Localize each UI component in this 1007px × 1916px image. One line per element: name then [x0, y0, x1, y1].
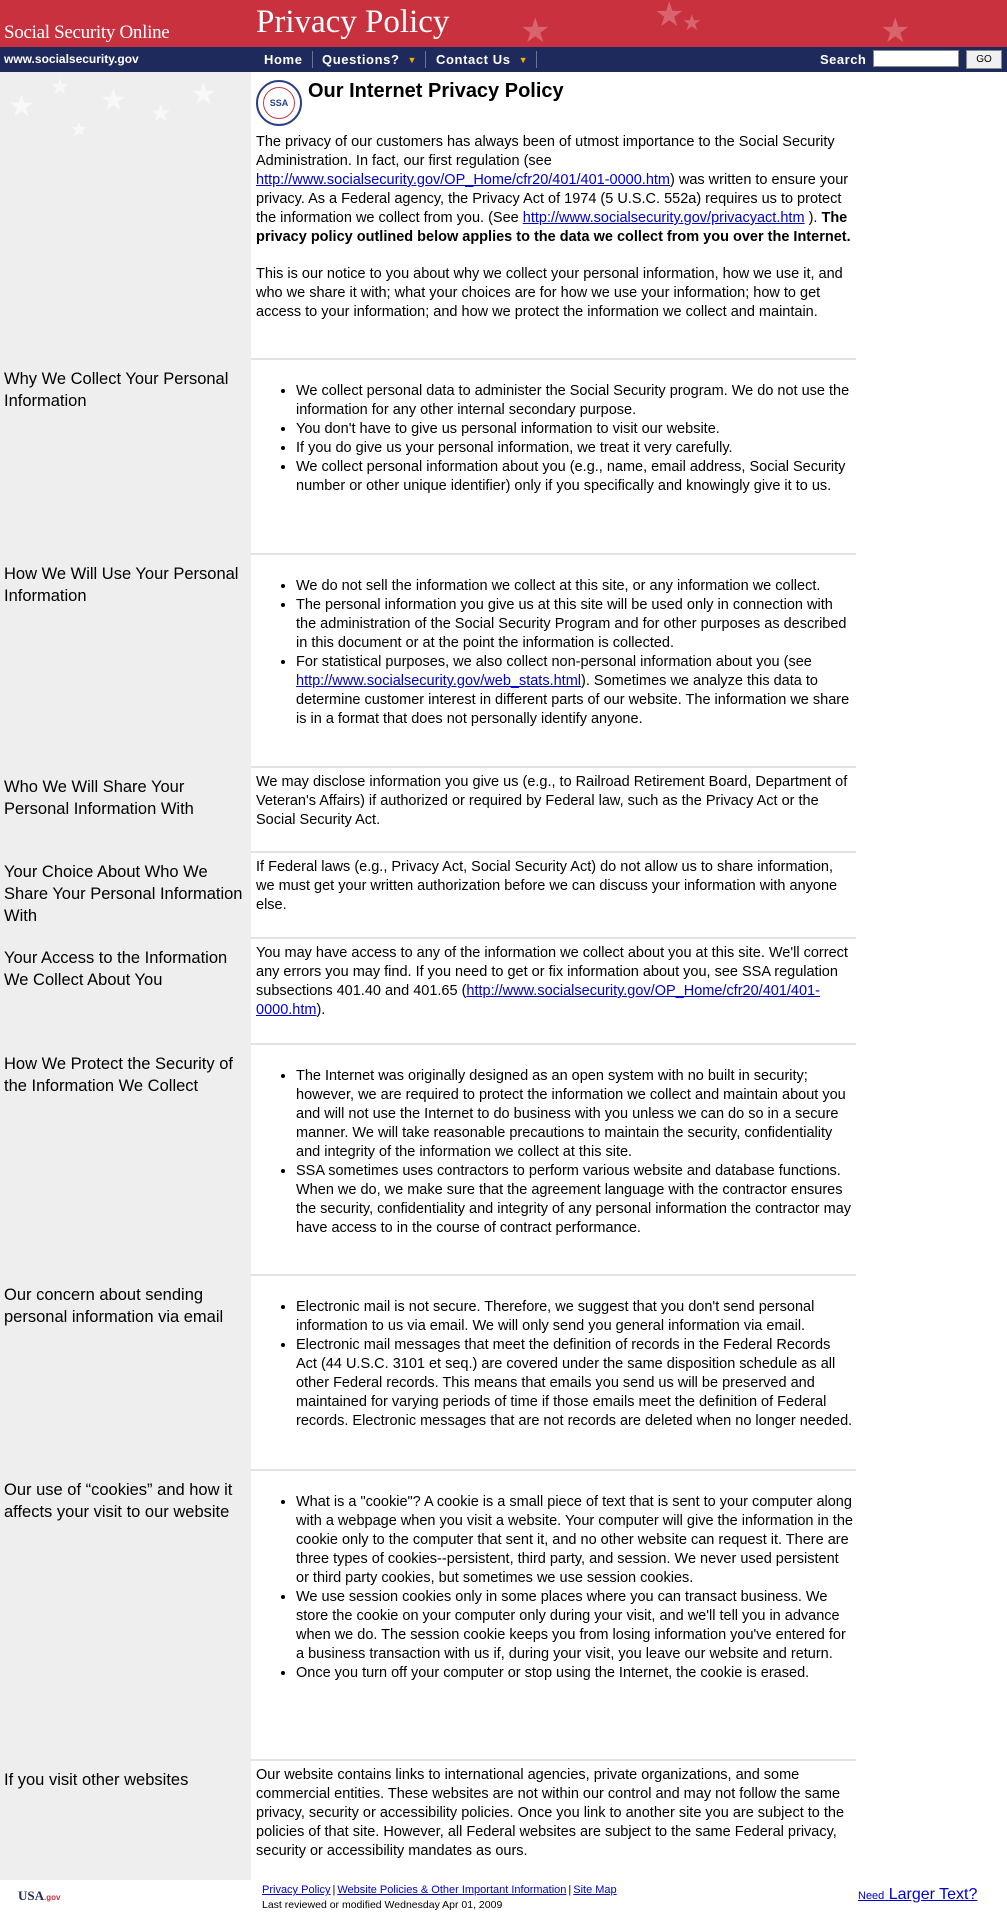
- nav-divider: [312, 51, 313, 68]
- section-content: [256, 1067, 854, 1238]
- nav-contact-menu[interactable]: [436, 47, 528, 72]
- list-item: • If you do give us your personal information, we treat it very carefully.: [296, 439, 854, 458]
- footer-link-site-map[interactable]: Site Map: [573, 1884, 617, 1896]
- star-icon: ★: [190, 78, 217, 111]
- section-cookies: [0, 1471, 856, 1759]
- section-who-share: [0, 768, 856, 851]
- section-label: Your Access to the Information We Collect About You: [4, 949, 228, 989]
- nav-questions-label: Questions?: [322, 52, 400, 67]
- nav-divider: [425, 51, 426, 68]
- banner: [0, 0, 1007, 47]
- section-label: Why We Collect Your Personal Information: [4, 370, 229, 410]
- nav-divider: [536, 51, 537, 68]
- policy-heading: Our Internet Privacy Policy: [308, 80, 564, 102]
- star-icon: ★: [100, 84, 127, 117]
- list-item: • What is a "cookie"? A cookie is a small piece of text that is sent to your computer along with a webpage when you visit a website. Your computer will give the information in the cookie only to the computer that sent it, and no other website can request it. There are three types of cookies--persistent, third party, and session. We never used persistent or third party cookies, but sometimes we use session cookies.: [296, 1493, 854, 1588]
- regulation-link[interactable]: http://www.socialsecurity.gov/OP_Home/cfr20/401/401-0000.htm: [256, 172, 670, 188]
- section-label: How We Protect the Security of the Information We Collect: [4, 1055, 233, 1095]
- section-label: How We Will Use Your Personal Information: [4, 565, 239, 605]
- nav-questions-menu[interactable]: [322, 47, 417, 72]
- search-input[interactable]: [873, 50, 959, 67]
- notice-paragraph: This is our notice to you about why we collect your personal information, how we use it, and who we share it with; what your choices are for how we use your information; how to get access to your information; and how we protect the information we collect and maintain.: [256, 266, 843, 320]
- banner-star-icon: ★: [654, 0, 685, 34]
- larger-text-link[interactable]: Need Larger Text?: [858, 1886, 978, 1903]
- site-name-logo[interactable]: Social Security Online: [4, 22, 170, 43]
- section-other-websites: [0, 1761, 856, 1880]
- decorative-stars: [0, 72, 251, 162]
- nav-home[interactable]: [264, 47, 303, 72]
- last-reviewed-text: Last reviewed or modified Wednesday Apr 01, 2009: [262, 1899, 503, 1911]
- banner-star-icon: ★: [682, 10, 702, 35]
- banner-star-icon: ★: [520, 12, 551, 47]
- section-content: [256, 1298, 854, 1431]
- list-item: • We collect personal data to administer the Social Security program. We do not use the information for any other internal secondary purpose.: [296, 382, 854, 420]
- footer-link-privacy-policy[interactable]: Privacy Policy: [262, 1884, 331, 1896]
- search-label: Search: [820, 52, 867, 67]
- web-stats-link[interactable]: http://www.socialsecurity.gov/web_stats.html: [296, 673, 582, 689]
- section-label: If you visit other websites: [4, 1771, 189, 1789]
- section-how-protect: [0, 1045, 856, 1274]
- section-content: Our website contains links to international agencies, private organizations, and some commercial entities. These websites are not within our control and may not follow the same privacy, security or accessibility policies. Once you link to another site you are subject to the policies of that site. However, all Federal websites are subject to the same Federal privacy, security or accessibility mandates as ours.: [256, 1767, 845, 1859]
- list-item: • SSA sometimes uses contractors to perform various website and database functions. When we do, we make sure that the agreement language with the contractor ensures the security, confidentiality and integrity of any personal information the contractor may have access to in the course of contract performance.: [296, 1162, 854, 1238]
- star-icon: ★: [70, 119, 88, 141]
- section-your-access: [0, 939, 856, 1043]
- list-item: • The personal information you give us at this site will be used only in connection with the administration of the Social Security Program and for other purposes as described in this document or at the point the information is collected.: [296, 596, 854, 653]
- ssa-seal-icon: [256, 80, 302, 126]
- list-item: • The Internet was originally designed as an open system with no built in security; however, we are required to protect the information we collect and maintain about you and will not use the Internet to do business with you unless we can do so in a secure manner. We will take reasonable precautions to maintain the security, confidentiality and integrity of the information we collect at this site.: [296, 1067, 854, 1162]
- list-item: • We collect personal information about you (e.g., name, email address, Social Security number or other unique identifier) only if you specifically and knowingly give it to us.: [296, 458, 854, 496]
- star-icon: ★: [8, 90, 35, 123]
- section-content: We may disclose information you give us (e.g., to Railroad Retirement Board, Department of Veteran's Affairs) if authorized or required by Federal law, such as the Privacy Act or the Social Security Act.: [256, 774, 848, 828]
- intro-paragraph: The privacy of our customers has always been of utmost importance to the Social Security Administration. In fact, our first regulation (see http://www.socialsecurity.gov/OP_Home/cfr20/401/401-0000.htm) was written to ensure your privacy. As a Federal agency, the Privacy Act of 1974 (5 U.S.C. 552a) requires us to protect the information we collect from you. (See http://www.socialsecurity.gov/privacyact.htm ). The privacy policy outlined below applies to the data we collect from you over the Internet.: [256, 134, 851, 245]
- section-content: [256, 1493, 854, 1683]
- list-item: • Once you turn off your computer or stop using the Internet, the cookie is erased.: [296, 1664, 854, 1683]
- nav-contact-label: Contact Us: [436, 52, 511, 67]
- footer-link-website-policies[interactable]: Website Policies & Other Important Information: [337, 1884, 567, 1896]
- section-email-concern: [0, 1276, 856, 1469]
- footer-links: [262, 1884, 617, 1896]
- search-go-button[interactable]: GO: [966, 50, 1002, 69]
- usa-gov-logo[interactable]: USA.gov: [18, 1888, 61, 1903]
- privacy-act-link[interactable]: http://www.socialsecurity.gov/privacyact.htm: [522, 210, 805, 226]
- section-label: Who We Will Share Your Personal Information With: [4, 778, 194, 818]
- chevron-down-icon: ▼: [407, 54, 418, 65]
- page-title: Privacy Policy: [256, 4, 450, 40]
- section-content: If Federal laws (e.g., Privacy Act, Social Security Act) do not allow us to share information, we must get your written authorization before we can discuss your information with anyone else.: [256, 859, 838, 913]
- banner-star-icon: ★: [880, 12, 911, 47]
- footer-link-separator: |: [332, 1884, 336, 1896]
- section-label: Our use of “cookies” and how it affects your visit to our website: [4, 1481, 233, 1521]
- list-item: • For statistical purposes, we also collect non-personal information about you (see http://www.socialsecurity.gov/web_stats.html). Sometimes we analyze this data to determine customer interest in different parts of our website. The information we share is in a format that does not personally identify anyone.: [296, 653, 854, 729]
- section-how-use: [0, 555, 856, 766]
- list-item: • Electronic mail is not secure. Therefore, we suggest that you don't send personal information to us via email. We will only send you general information via email.: [296, 1298, 854, 1336]
- star-icon: ★: [150, 100, 172, 127]
- star-icon: ★: [50, 74, 70, 99]
- site-url-link[interactable]: www.socialsecurity.gov: [4, 52, 139, 66]
- section-your-choice: [0, 853, 856, 937]
- footer: [0, 1880, 1007, 1916]
- list-item: • We use session cookies only in some places where you can transact business. We store the cookie on your computer only during your visit, and we'll tell you in advance when we do. The session cookie keeps you from losing information you've entered for a business transaction with us if, during your visit, you leave our website and return.: [296, 1588, 854, 1664]
- section-content: You may have access to any of the information we collect about you at this site. We'll correct any errors you may find. If you need to get or fix information about you, see SSA regulation subsections 401.40 and 401.65 (http://www.socialsecurity.gov/OP_Home/cfr20/401/401-0000.htm).: [256, 945, 848, 1018]
- regulation-link[interactable]: http://www.socialsecurity.gov/OP_Home/cfr20/401/401-0000.htm: [256, 983, 820, 1018]
- section-content: [256, 382, 854, 496]
- section-label: Your Choice About Who We Share Your Personal Information With: [4, 863, 243, 925]
- list-item: • We do not sell the information we collect at this site, or any information we collect.: [296, 577, 854, 596]
- chevron-down-icon: ▼: [518, 54, 529, 65]
- nav-home-label: Home: [264, 52, 303, 67]
- list-item: • You don't have to give us personal information to visit our website.: [296, 420, 854, 439]
- section-why-collect: [0, 360, 856, 553]
- section-label: Our concern about sending personal information via email: [4, 1286, 224, 1326]
- footer-link-separator: |: [568, 1884, 572, 1896]
- navbar: [0, 47, 1007, 72]
- section-content: [256, 577, 854, 729]
- list-item: • Electronic mail messages that meet the definition of records in the Federal Records Act (44 U.S.C. 3101 et seq.) are covered under the same disposition schedule as all other Federal records. This means that emails you send us will be preserved and maintained for varying periods of time if those emails meet the definition of Federal records. Electronic messages that are not records are deleted when no longer needed.: [296, 1336, 854, 1431]
